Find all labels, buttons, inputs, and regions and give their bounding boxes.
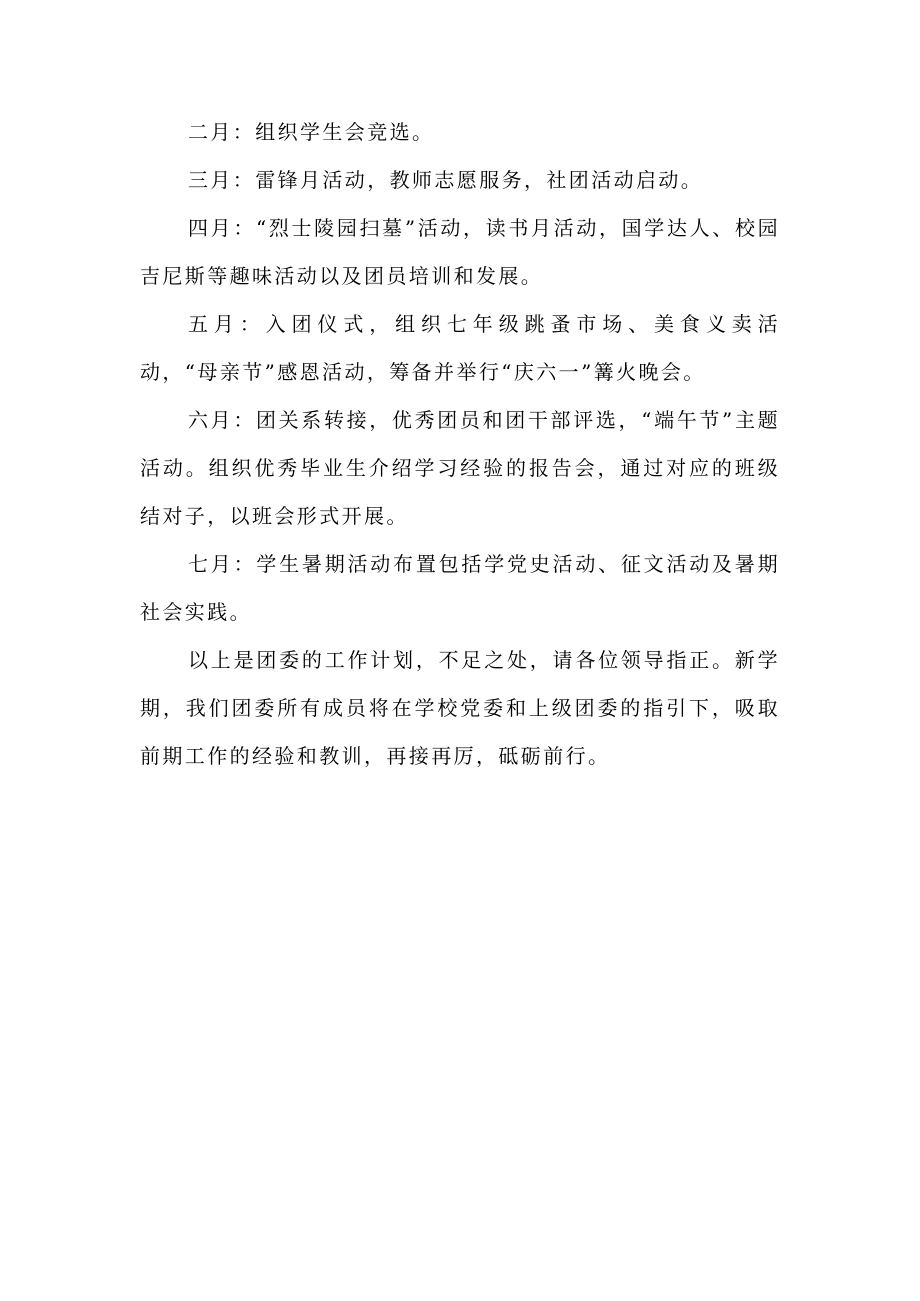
paragraph-april: 四月：“烈士陵园扫墓”活动，读书月活动，国学达人、校园吉尼斯等趣味活动以及团员培训和发展。 <box>140 216 780 288</box>
paragraph-may: 五月：入团仪式，组织七年级跳蚤市场、美食义卖活动，“母亲节”感恩活动，筹备并举行“庆六一”篝火晚会。 <box>140 312 780 384</box>
paragraph-june: 六月：团关系转接，优秀团员和团干部评选，“端午节”主题活动。组织优秀毕业生介绍学习经验的报告会，通过对应的班级结对子，以班会形式开展。 <box>140 408 780 528</box>
paragraph-february: 二月：组织学生会竞选。 <box>188 120 435 144</box>
paragraph-july: 七月：学生暑期活动布置包括学党史活动、征文活动及暑期社会实践。 <box>140 552 780 624</box>
paragraph-conclusion: 以上是团委的工作计划，不足之处，请各位领导指正。新学期，我们团委所有成员将在学校党委和上级团委的指引下，吸取前期工作的经验和教训，再接再厉，砥砺前行。 <box>140 648 780 768</box>
document-body <box>140 108 780 780</box>
paragraph-march: 三月：雷锋月活动，教师志愿服务，社团活动启动。 <box>188 168 704 192</box>
